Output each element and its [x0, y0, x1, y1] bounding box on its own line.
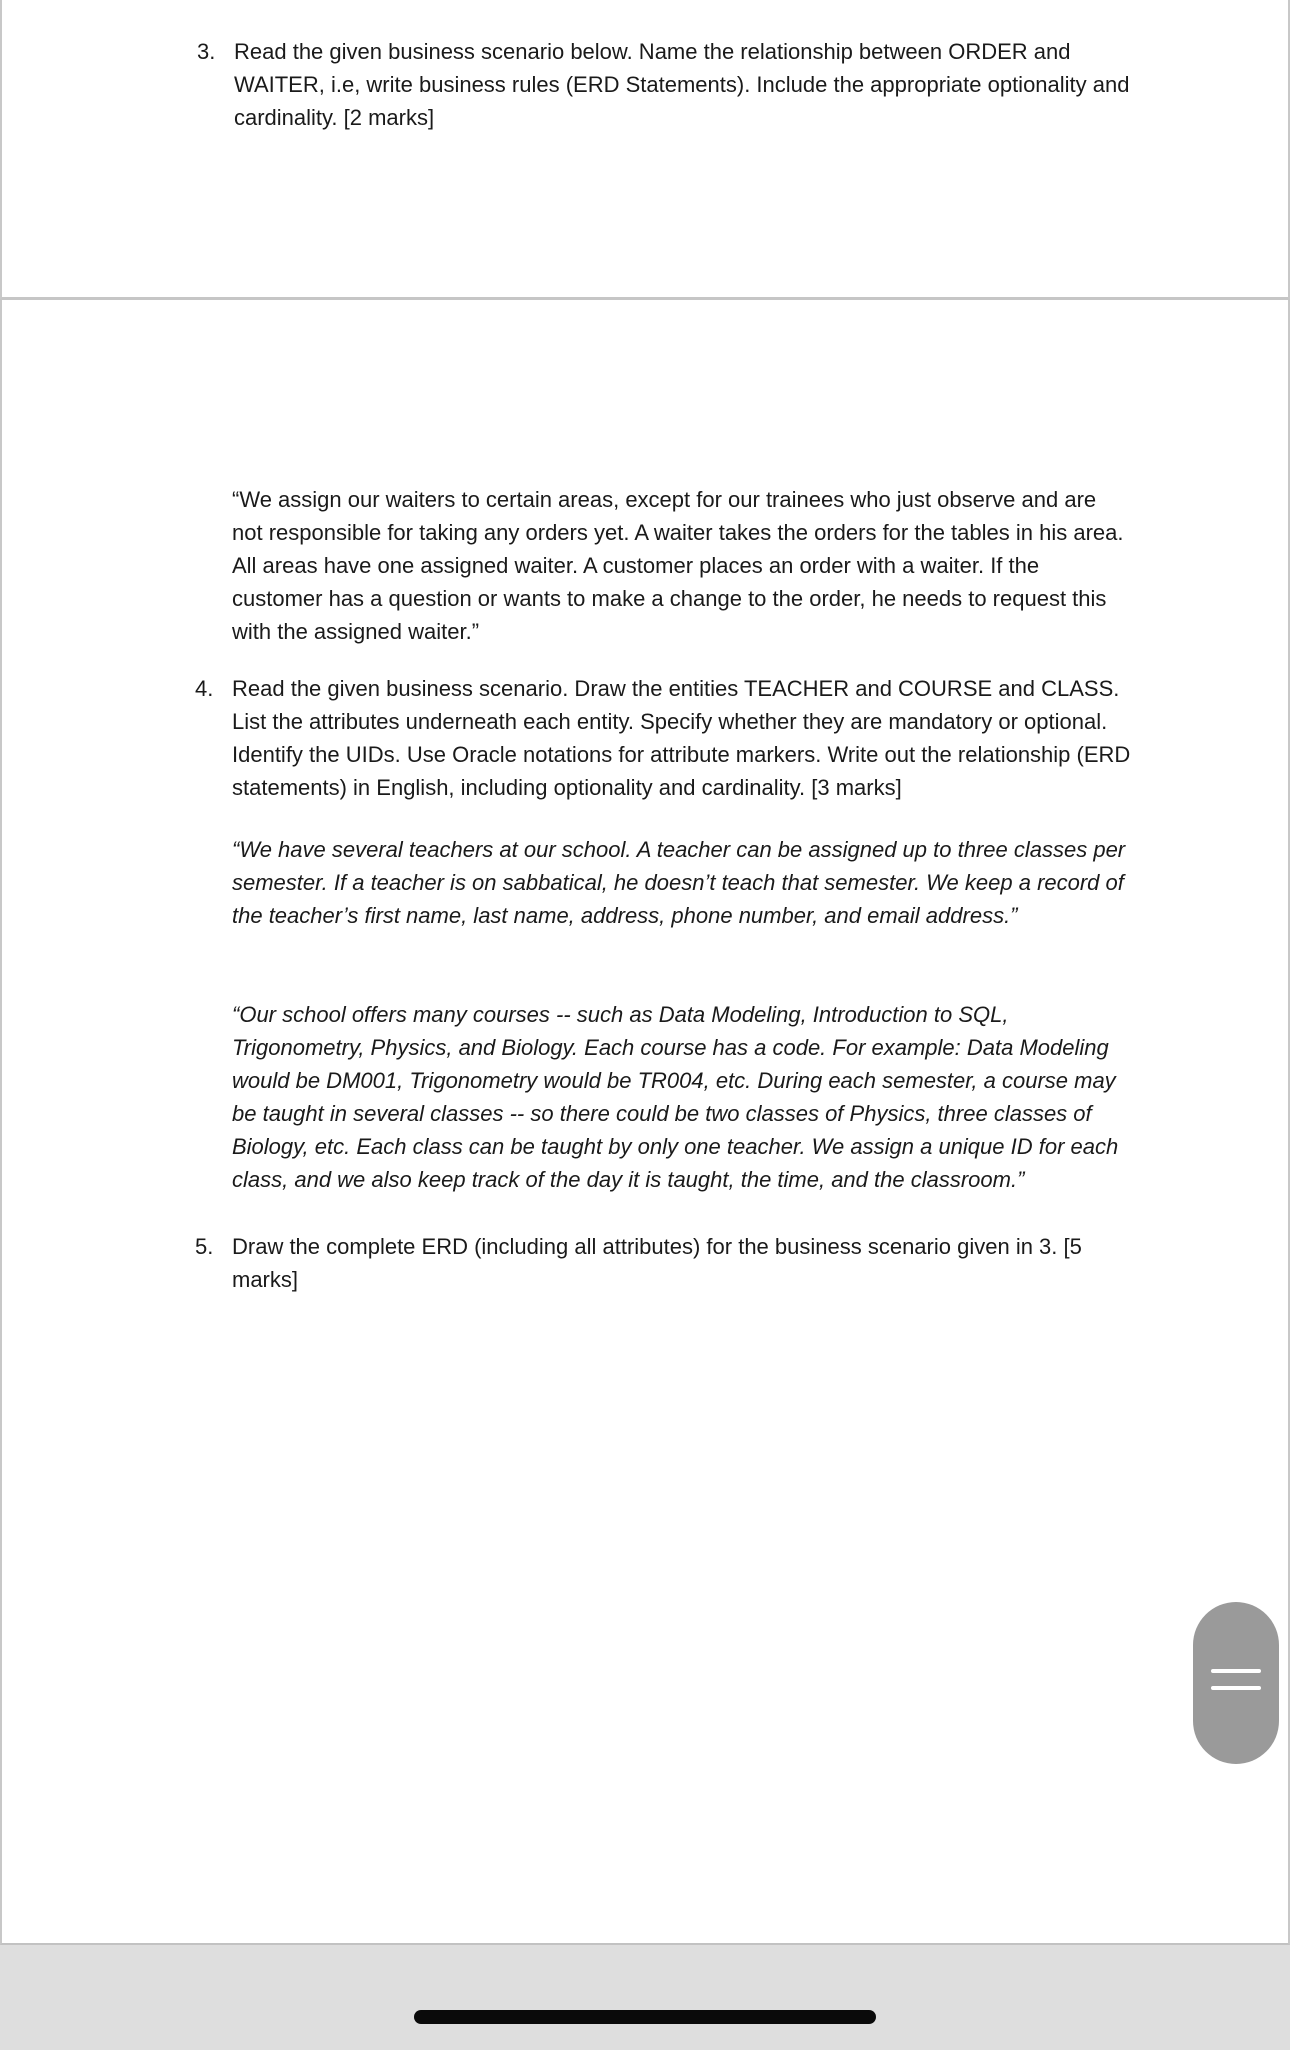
- question-text: Read the given business scenario. Draw the entities TEACHER and COURSE and CLASS. List the attributes underneath each entity. Specify whether they are mandatory or optional. Identify the UIDs. Use Oracle notations for attribute markers. Write out the relationship (ERD statements) in English, including optionality and cardinality. [3 marks]: [232, 676, 1131, 800]
- question-number: 3.: [197, 39, 216, 64]
- bottom-bar: [0, 1945, 1290, 2050]
- scenario-quote-teachers: “We have several teachers at our school. A teacher can be assigned up to three classes per semester. If a teacher is on sabbatical, he doesn’t teach that semester. We keep a record of the teacher’s first name, last name, address, phone number, and email address.”: [232, 837, 1126, 928]
- scenario-quote-waiters: “We assign our waiters to certain areas, except for our trainees who just observe and are not responsible for taking any orders yet. A waiter takes the orders for the tables in his area. All areas have one assigned waiter. A customer places an order with a waiter. If the customer has a question or wants to make a change to the order, he needs to request this with the assigned waiter.”: [232, 487, 1124, 644]
- scenario-quote-courses: “Our school offers many courses -- such as Data Modeling, Introduction to SQL, Trigonometry, Physics, and Biology. Each course has a code. For example: Data Modeling would be DM001, Trigonometry would be TR004, etc. During each semester, a course may be taught in several classes -- so there could be two classes of Physics, three classes of Biology, etc. Each class can be taught by only one teacher. We assign a unique ID for each class, and we also keep track of the day it is taught, the time, and the classroom.”: [232, 1002, 1119, 1192]
- question-text: Draw the complete ERD (including all attributes) for the business scenario given in 3. [5 marks]: [232, 1234, 1082, 1292]
- document-page-top: [0, 0, 1290, 300]
- home-indicator[interactable]: [414, 2010, 876, 2024]
- question-number: 4.: [195, 676, 214, 701]
- scroll-handle[interactable]: [1193, 1602, 1279, 1764]
- question-text: Read the given business scenario below. Name the relationship between ORDER and WAITER, i.e, write business rules (ERD Statements). Include the appropriate optionality and cardinality. [2 marks]: [234, 39, 1130, 130]
- question-number: 5.: [195, 1234, 214, 1259]
